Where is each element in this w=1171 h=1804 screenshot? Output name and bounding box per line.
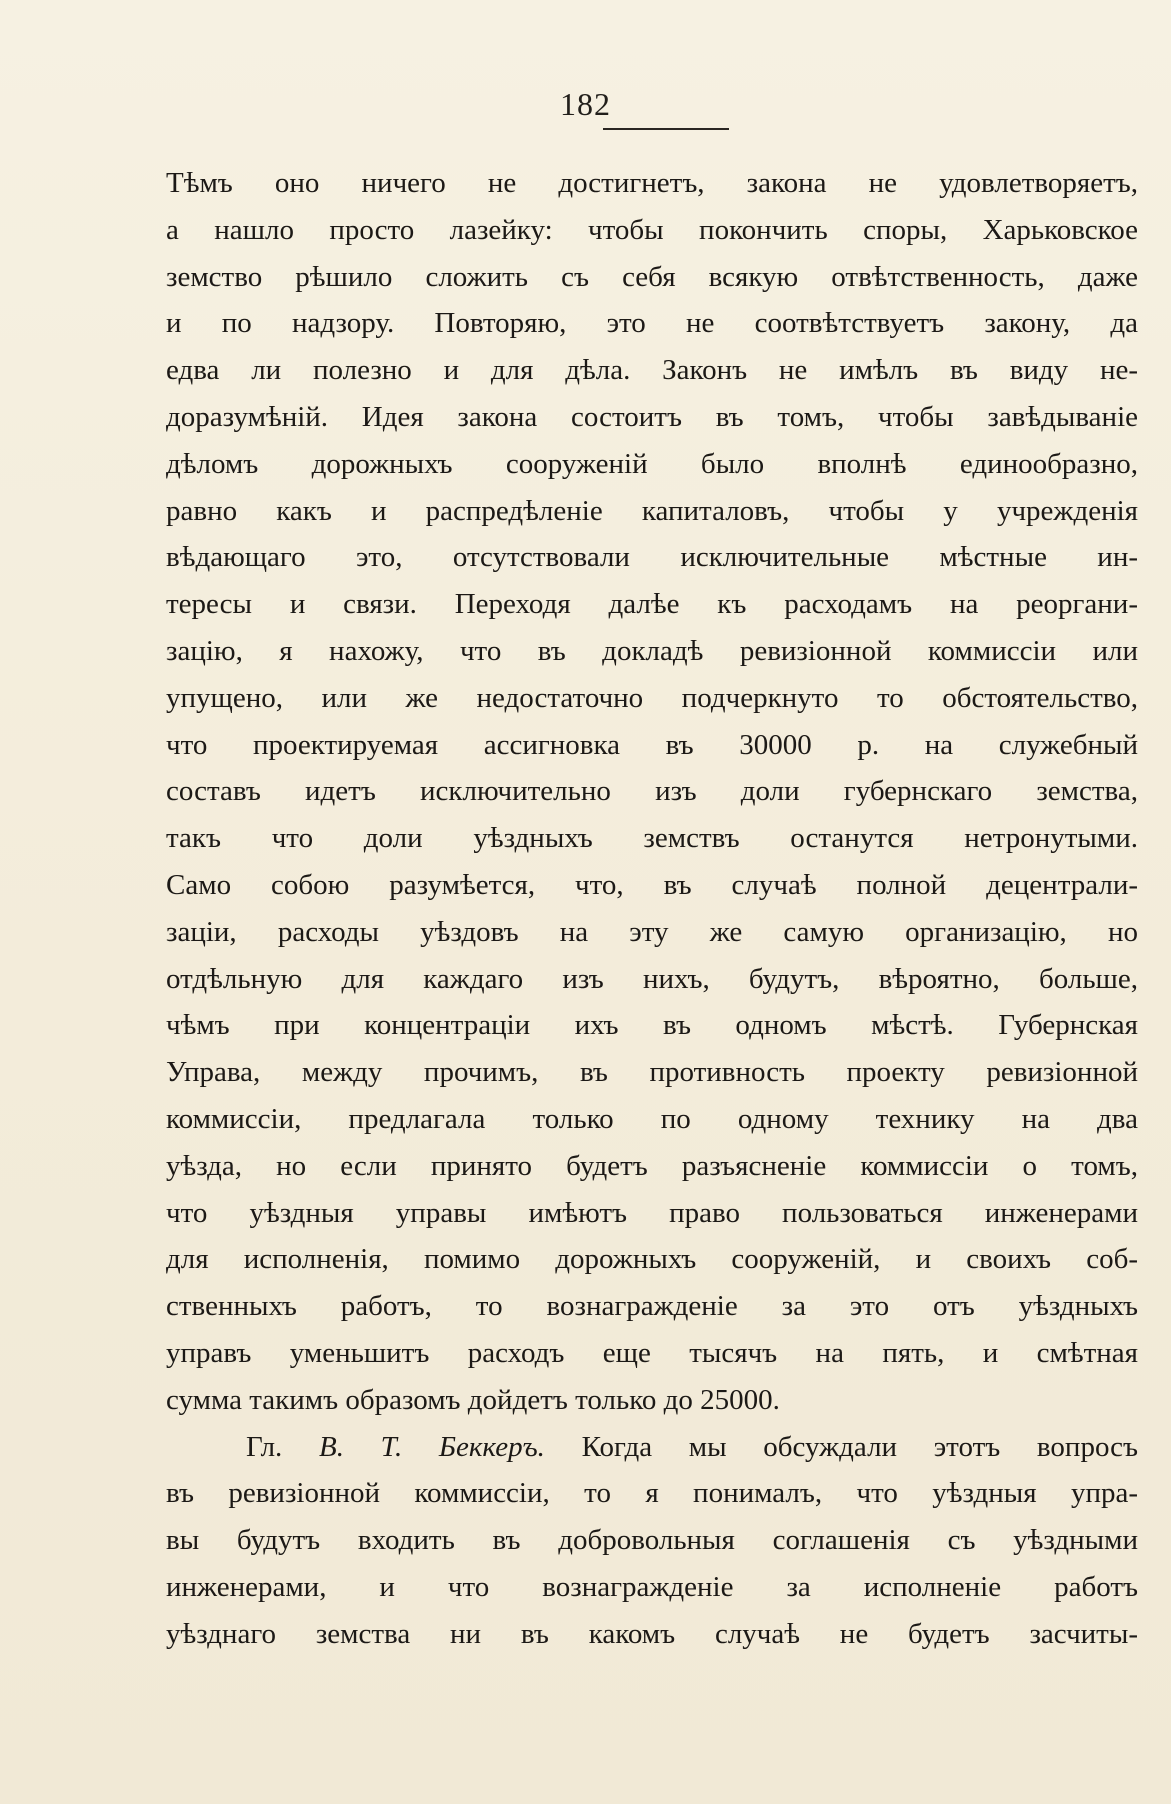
text-line: равно какъ и распредѣленіе капиталовъ, чтобы у учрежденія <box>166 494 1138 527</box>
text-line: коммиссіи, предлагала только по одному технику на два <box>166 1102 1138 1135</box>
text-line: отдѣльную для каждаго изъ нихъ, будутъ, вѣроятно, больше, <box>166 962 1138 995</box>
text-line: составъ идетъ исключительно изъ доли губернскаго земства, <box>166 775 1138 808</box>
text-line: для исполненія, помимо дорожныхъ сооруженій, и своихъ соб- <box>166 1243 1138 1276</box>
speaker-name: В. Т. Беккеръ. <box>319 1430 545 1463</box>
text-line: доразумѣній. Идея закона состоитъ въ томъ, чтобы завѣдываніе <box>166 400 1138 433</box>
text-line: Само собою разумѣется, что, въ случаѣ полной децентрали- <box>166 868 1138 901</box>
text-line: зацію, я нахожу, что въ докладѣ ревизіонной коммиссіи или <box>166 634 1138 667</box>
text-line: ственныхъ работъ, то вознагражденіе за это отъ уѣздныхъ <box>166 1290 1138 1323</box>
paragraph-last-line: сумма такимъ образомъ дойдетъ только до 25000. <box>166 1383 780 1416</box>
text-line: упущено, или же недостаточно подчеркнуто то обстоятельство, <box>166 681 1138 714</box>
text-line: что уѣздныя управы имѣютъ право пользоваться инженерами <box>166 1196 1138 1229</box>
text-line: тересы и связи. Переходя далѣе къ расходамъ на реоргани- <box>166 588 1138 621</box>
body-text <box>166 160 1138 1658</box>
text-line: такъ что доли уѣздныхъ земствъ останутся нетронутыми. <box>166 822 1138 855</box>
text-line: уѣзда, но если принято будетъ разъясненіе коммиссіи о томъ, <box>166 1149 1138 1182</box>
text-line: и по надзору. Повторяю, это не соотвѣтствуетъ закону, да <box>166 307 1138 340</box>
text-line: земство рѣшило сложить съ себя всякую отвѣтственность, даже <box>166 260 1138 293</box>
text-line: уѣзднаго земства ни въ какомъ случаѣ не будетъ засчиты- <box>166 1617 1138 1650</box>
text-line: чѣмъ при концентраціи ихъ въ одномъ мѣстѣ. Губернская <box>166 1009 1138 1042</box>
speaker-line-text: Когда мы обсуждали этотъ вопросъ <box>581 1430 1139 1463</box>
text-line: заціи, расходы уѣздовъ на эту же самую организацію, но <box>166 915 1138 948</box>
text-line: едва ли полезно и для дѣла. Законъ не имѣлъ въ виду не- <box>166 354 1138 387</box>
page-number: 182 <box>560 86 611 122</box>
text-line: вѣдающаго это, отсутствовали исключительные мѣстные ин- <box>166 541 1138 574</box>
text-line: что проектируемая ассигновка въ 30000 р. на служебный <box>166 728 1138 761</box>
text-line: управъ уменьшитъ расходъ еще тысячъ на пять, и смѣтная <box>166 1336 1138 1369</box>
speaker-line <box>166 1424 1138 1471</box>
text-line: инженерами, и что вознагражденіе за исполненіе работъ <box>166 1570 1138 1603</box>
speaker-prefix: Гл. <box>246 1430 283 1463</box>
text-line: дѣломъ дорожныхъ сооруженій было вполнѣ единообразно, <box>166 447 1138 480</box>
text-line: Управа, между прочимъ, въ противность проекту ревизіонной <box>166 1056 1138 1089</box>
text-line: въ ревизіонной коммиссіи, то я понималъ, что уѣздныя упра- <box>166 1477 1138 1510</box>
header-rule <box>603 128 729 130</box>
text-line: Тѣмъ оно ничего не достигнетъ, закона не удовлетворяетъ, <box>166 167 1138 199</box>
text-line: вы будутъ входить въ добровольныя соглашенія съ уѣздными <box>166 1524 1138 1557</box>
text-line: а нашло просто лазейку: чтобы покончить споры, Харьковское <box>166 213 1138 246</box>
